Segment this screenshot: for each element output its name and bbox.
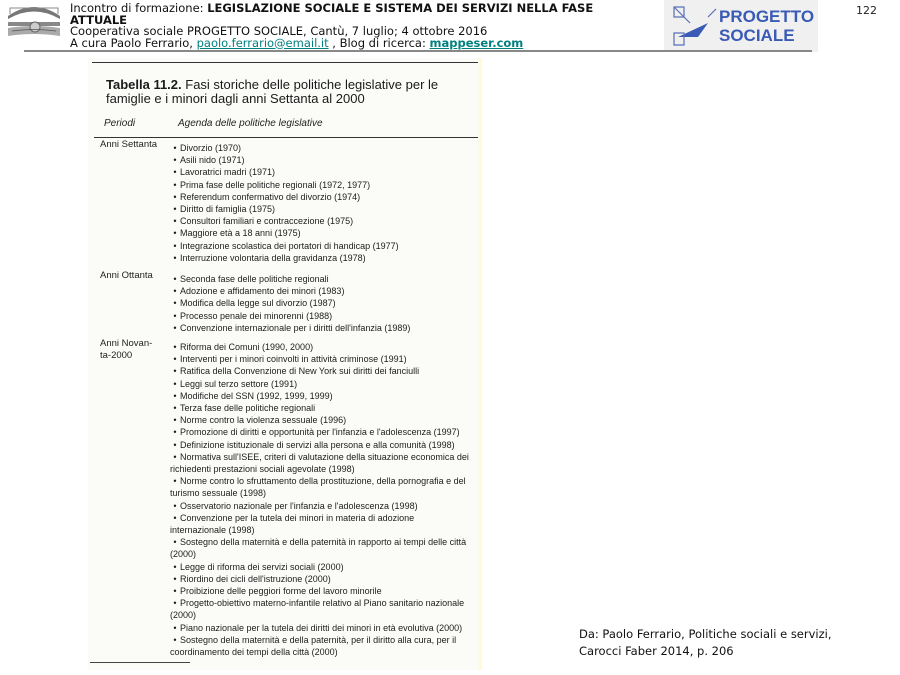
list-item: • Modifica della legge sul divorzio (1987) bbox=[173, 298, 336, 309]
list-item: • Sostegno della maternità e della paternità, per il diritto alla cura, per il coordinamento dei tempi della città (2000) bbox=[170, 634, 457, 658]
list-item: • Definizione istituzionale di servizi alla persona e alla comunità (1998) bbox=[173, 439, 455, 450]
list-item: • Riforma dei Comuni (1990, 2000) bbox=[173, 342, 314, 352]
progetto-sociale-logo bbox=[664, 0, 818, 52]
logo-text: PROGETTO SOCIALE bbox=[719, 7, 815, 45]
event-title-line2: ATTUALE bbox=[70, 12, 128, 27]
list-item: • Normativa sull'ISEE, criteri di valutazione della situazione economica dei richiedenti prestazioni sociali agevolate (1998) bbox=[170, 451, 469, 475]
list-item: • Terza fase delle politiche regionali bbox=[173, 403, 316, 414]
list-item: • Divorzio (1970) bbox=[173, 143, 242, 153]
list-item: • Legge di riforma dei servizi sociali (2000) bbox=[173, 561, 344, 572]
list-item: • Piano nazionale per la tutela dei diritti dei minori in età evolutiva (2000) bbox=[173, 622, 463, 633]
scan-edge bbox=[478, 58, 483, 670]
agenda-list bbox=[170, 273, 470, 334]
event-title-line: Incontro di formazione: LEGISLAZIONE SOCIALE E SISTEMA DEI SERVIZI NELLA FASE bbox=[70, 1, 594, 15]
list-item: • Asili nido (1971) bbox=[173, 155, 245, 166]
period-label: Anni Ottanta bbox=[100, 270, 153, 281]
list-item: • Norme contro lo sfruttamento della prostituzione, della pornografia e del turismo sessuale (1998) bbox=[170, 476, 466, 499]
list-item: • Proibizione delle peggiori forme del lavoro minorile bbox=[173, 586, 382, 597]
list-item: • Integrazione scolastica dei portatori di handicap (1977) bbox=[173, 240, 399, 251]
top-rule bbox=[92, 62, 478, 63]
list-item: • Consultori familiari e contraccezione (1975) bbox=[173, 216, 354, 227]
list-item: • Diritto di famiglia (1975) bbox=[173, 204, 276, 215]
agenda-list bbox=[170, 341, 470, 658]
page-number: 122 bbox=[856, 4, 877, 17]
list-item: • Referendum confermativo del divorzio (1974) bbox=[173, 191, 361, 202]
list-item: • Norme contro la violenza sessuale (1996) bbox=[173, 415, 347, 426]
header-divider bbox=[24, 50, 812, 52]
scanned-table-page bbox=[88, 58, 482, 670]
event-venue: Cooperativa sociale PROGETTO SOCIALE, Cantù, 7 luglio; 4 ottobre 2016 bbox=[70, 24, 488, 38]
blog-link[interactable]: mappeser.com bbox=[429, 35, 524, 50]
email-link[interactable]: paolo.ferrario@email.it bbox=[196, 35, 329, 50]
agenda-list bbox=[170, 142, 470, 264]
list-item: • Interruzione volontaria della gravidanza (1978) bbox=[173, 252, 366, 263]
list-item: • Sostegno della maternità e della paternità in rapporto ai tempi delle città (2000) bbox=[170, 537, 467, 560]
list-item: • Riordino dei cicli dell'istruzione (2000) bbox=[173, 573, 331, 584]
list-item: • Seconda fase delle politiche regionali bbox=[173, 274, 329, 284]
table-title: Tabella 11.2. Fasi storiche delle politiche legislative per le famiglie e i minori dagli anni Settanta al 2000 bbox=[106, 77, 439, 106]
period-label: Anni Novan- ta-2000 bbox=[100, 338, 153, 361]
book-handshake-icon bbox=[4, 2, 64, 40]
list-item: • Modifiche del SSN (1992, 1999, 1999) bbox=[173, 390, 333, 401]
list-item: • Progetto-obiettivo materno-infantile relativo al Piano sanitario nazionale (2000) bbox=[170, 598, 465, 621]
list-item: • Convenzione per la tutela dei minori in materia di adozione internazionale (1998) bbox=[170, 512, 415, 536]
event-title: LEGISLAZIONE SOCIALE E SISTEMA DEI SERVIZI NELLA FASE bbox=[207, 1, 594, 15]
curator-line: A cura Paolo Ferrario, paolo.ferrario@email.it , Blog di ricerca: mappeser.com bbox=[70, 35, 524, 50]
list-item: • Promozione di diritti e opportunità per l'infanzia e l'adolescenza (1997) bbox=[173, 427, 460, 438]
list-item: • Leggi sul terzo settore (1991) bbox=[173, 378, 298, 389]
list-item: • Convenzione internazionale per i diritti dell'infanzia (1989) bbox=[173, 322, 411, 333]
list-item: • Lavoratrici madri (1971) bbox=[173, 167, 276, 178]
list-item: • Processo penale dei minorenni (1988) bbox=[173, 310, 333, 321]
list-item: • Prima fase delle politiche regionali (1972, 1977) bbox=[173, 179, 371, 190]
progetto-sociale-mark-icon bbox=[668, 3, 718, 51]
cooperative-logo bbox=[4, 2, 64, 40]
column-header-periods: Periodi bbox=[104, 118, 136, 129]
period-label: Anni Settanta bbox=[100, 139, 158, 150]
list-item: • Maggiore età a 18 anni (1975) bbox=[173, 228, 301, 239]
list-item: • Adozione e affidamento dei minori (1983) bbox=[173, 286, 345, 297]
list-item: • Ratifica della Convenzione di New York sui diritti dei fanciulli bbox=[173, 366, 420, 377]
list-item: • Interventi per i minori coinvolti in attività criminose (1991) bbox=[173, 354, 407, 365]
list-item: • Osservatorio nazionale per l'infanzia e l'adolescenza (1998) bbox=[173, 500, 418, 511]
column-header-agenda: Agenda delle politiche legislative bbox=[178, 118, 323, 129]
header-info bbox=[70, 3, 593, 49]
source-citation: Da: Paolo Ferrario, Politiche sociali e servizi, Carocci Faber 2014, p. 206 bbox=[579, 627, 832, 658]
bottom-rule bbox=[90, 662, 190, 663]
